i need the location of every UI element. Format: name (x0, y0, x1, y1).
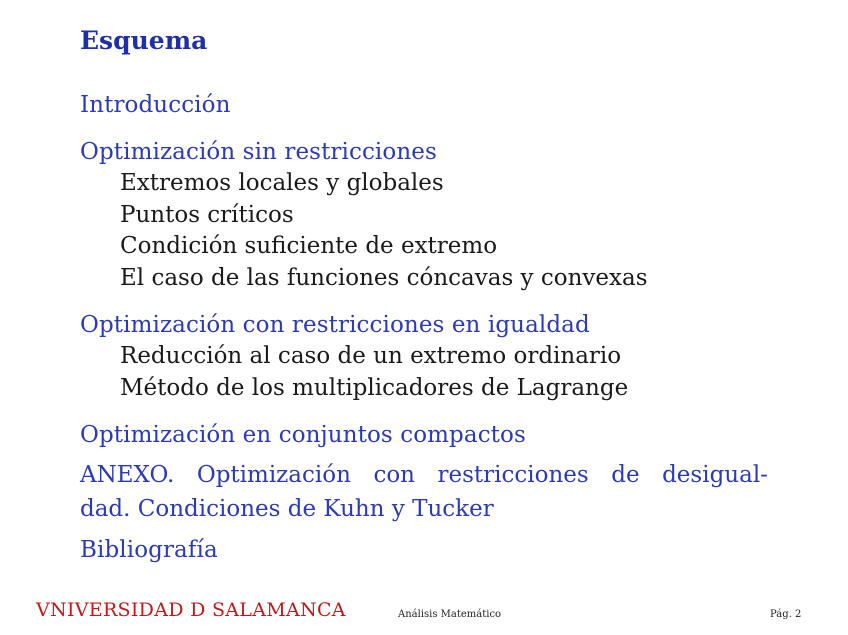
section-introduction: Introducción (80, 92, 231, 118)
subitem-local-global-extrema: Extremos locales y globales (120, 170, 444, 196)
subitem-concave-convex: El caso de las funciones cóncavas y convexas (120, 265, 648, 291)
annex-word: con (373, 462, 415, 488)
subitem-lagrange: Método de los multiplicadores de Lagrange (120, 375, 629, 401)
section-annex (80, 458, 768, 526)
section-unconstrained: Optimización sin restricciones (80, 139, 437, 165)
subitem-reduction: Reducción al caso de un extremo ordinario (120, 343, 622, 369)
annex-word: restricciones (437, 462, 589, 488)
university-logo: VNIVERSIDAD D SALAMANCA (36, 599, 346, 621)
slide-title: Esquema (80, 26, 208, 55)
annex-line-2: dad. Condiciones de Kuhn y Tucker (80, 496, 494, 522)
annex-line-1 (80, 458, 768, 492)
annex-word: desigual- (662, 462, 768, 488)
section-equality-constraints: Optimización con restricciones en igualdad (80, 312, 590, 338)
annex-word: de (611, 462, 640, 488)
subitem-critical-points: Puntos críticos (120, 202, 294, 228)
course-name: Análisis Matemático (398, 609, 502, 620)
page-number: Pág. 2 (770, 609, 802, 620)
subitem-sufficient-condition: Condición suficiente de extremo (120, 233, 498, 259)
section-compact-sets: Optimización en conjuntos compactos (80, 422, 526, 448)
section-bibliography: Bibliografía (80, 537, 218, 563)
annex-word: Optimización (196, 462, 351, 488)
annex-word: ANEXO. (80, 462, 175, 488)
